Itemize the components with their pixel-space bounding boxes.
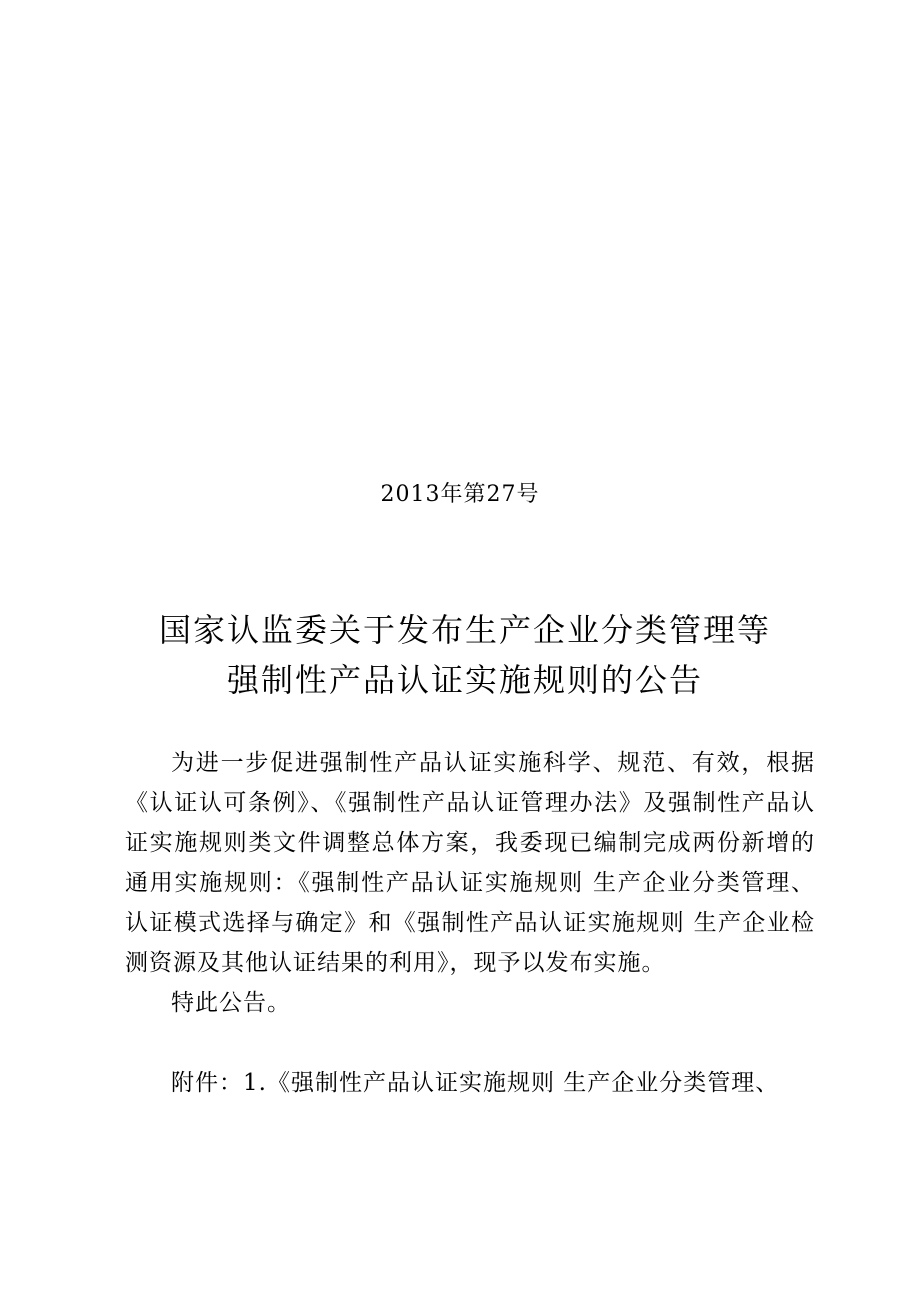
paragraph-spacer [125,1023,815,1063]
title-line-2: 强制性产品认证实施规则的公告 [226,661,703,699]
document-body [125,743,815,1103]
title-line-1: 国家认监委关于发布生产企业分类管理等 [158,611,771,649]
document-title [0,605,920,705]
body-paragraph: 为进一步促进强制性产品认证实施科学、规范、有效，根据《认证认可条例》、《强制性产品认证管理办法》及强制性产品认证实施规则类文件调整总体方案，我委现已编制完成两份新增的通用实施规则：《强制性产品认证实施规则 生产企业分类管理、认证模式选择与确定》和《强制性产品认证实施规则 生产企业检测资源及其他认证结果的利用》，现予以发布实施。 [125,750,815,976]
attachment-line: 附件：1.《强制性产品认证实施规则 生产企业分类管理、 [171,1070,780,1096]
document-number: 2013年第27号 [380,482,540,507]
closing-statement: 特此公告。 [171,990,291,1016]
